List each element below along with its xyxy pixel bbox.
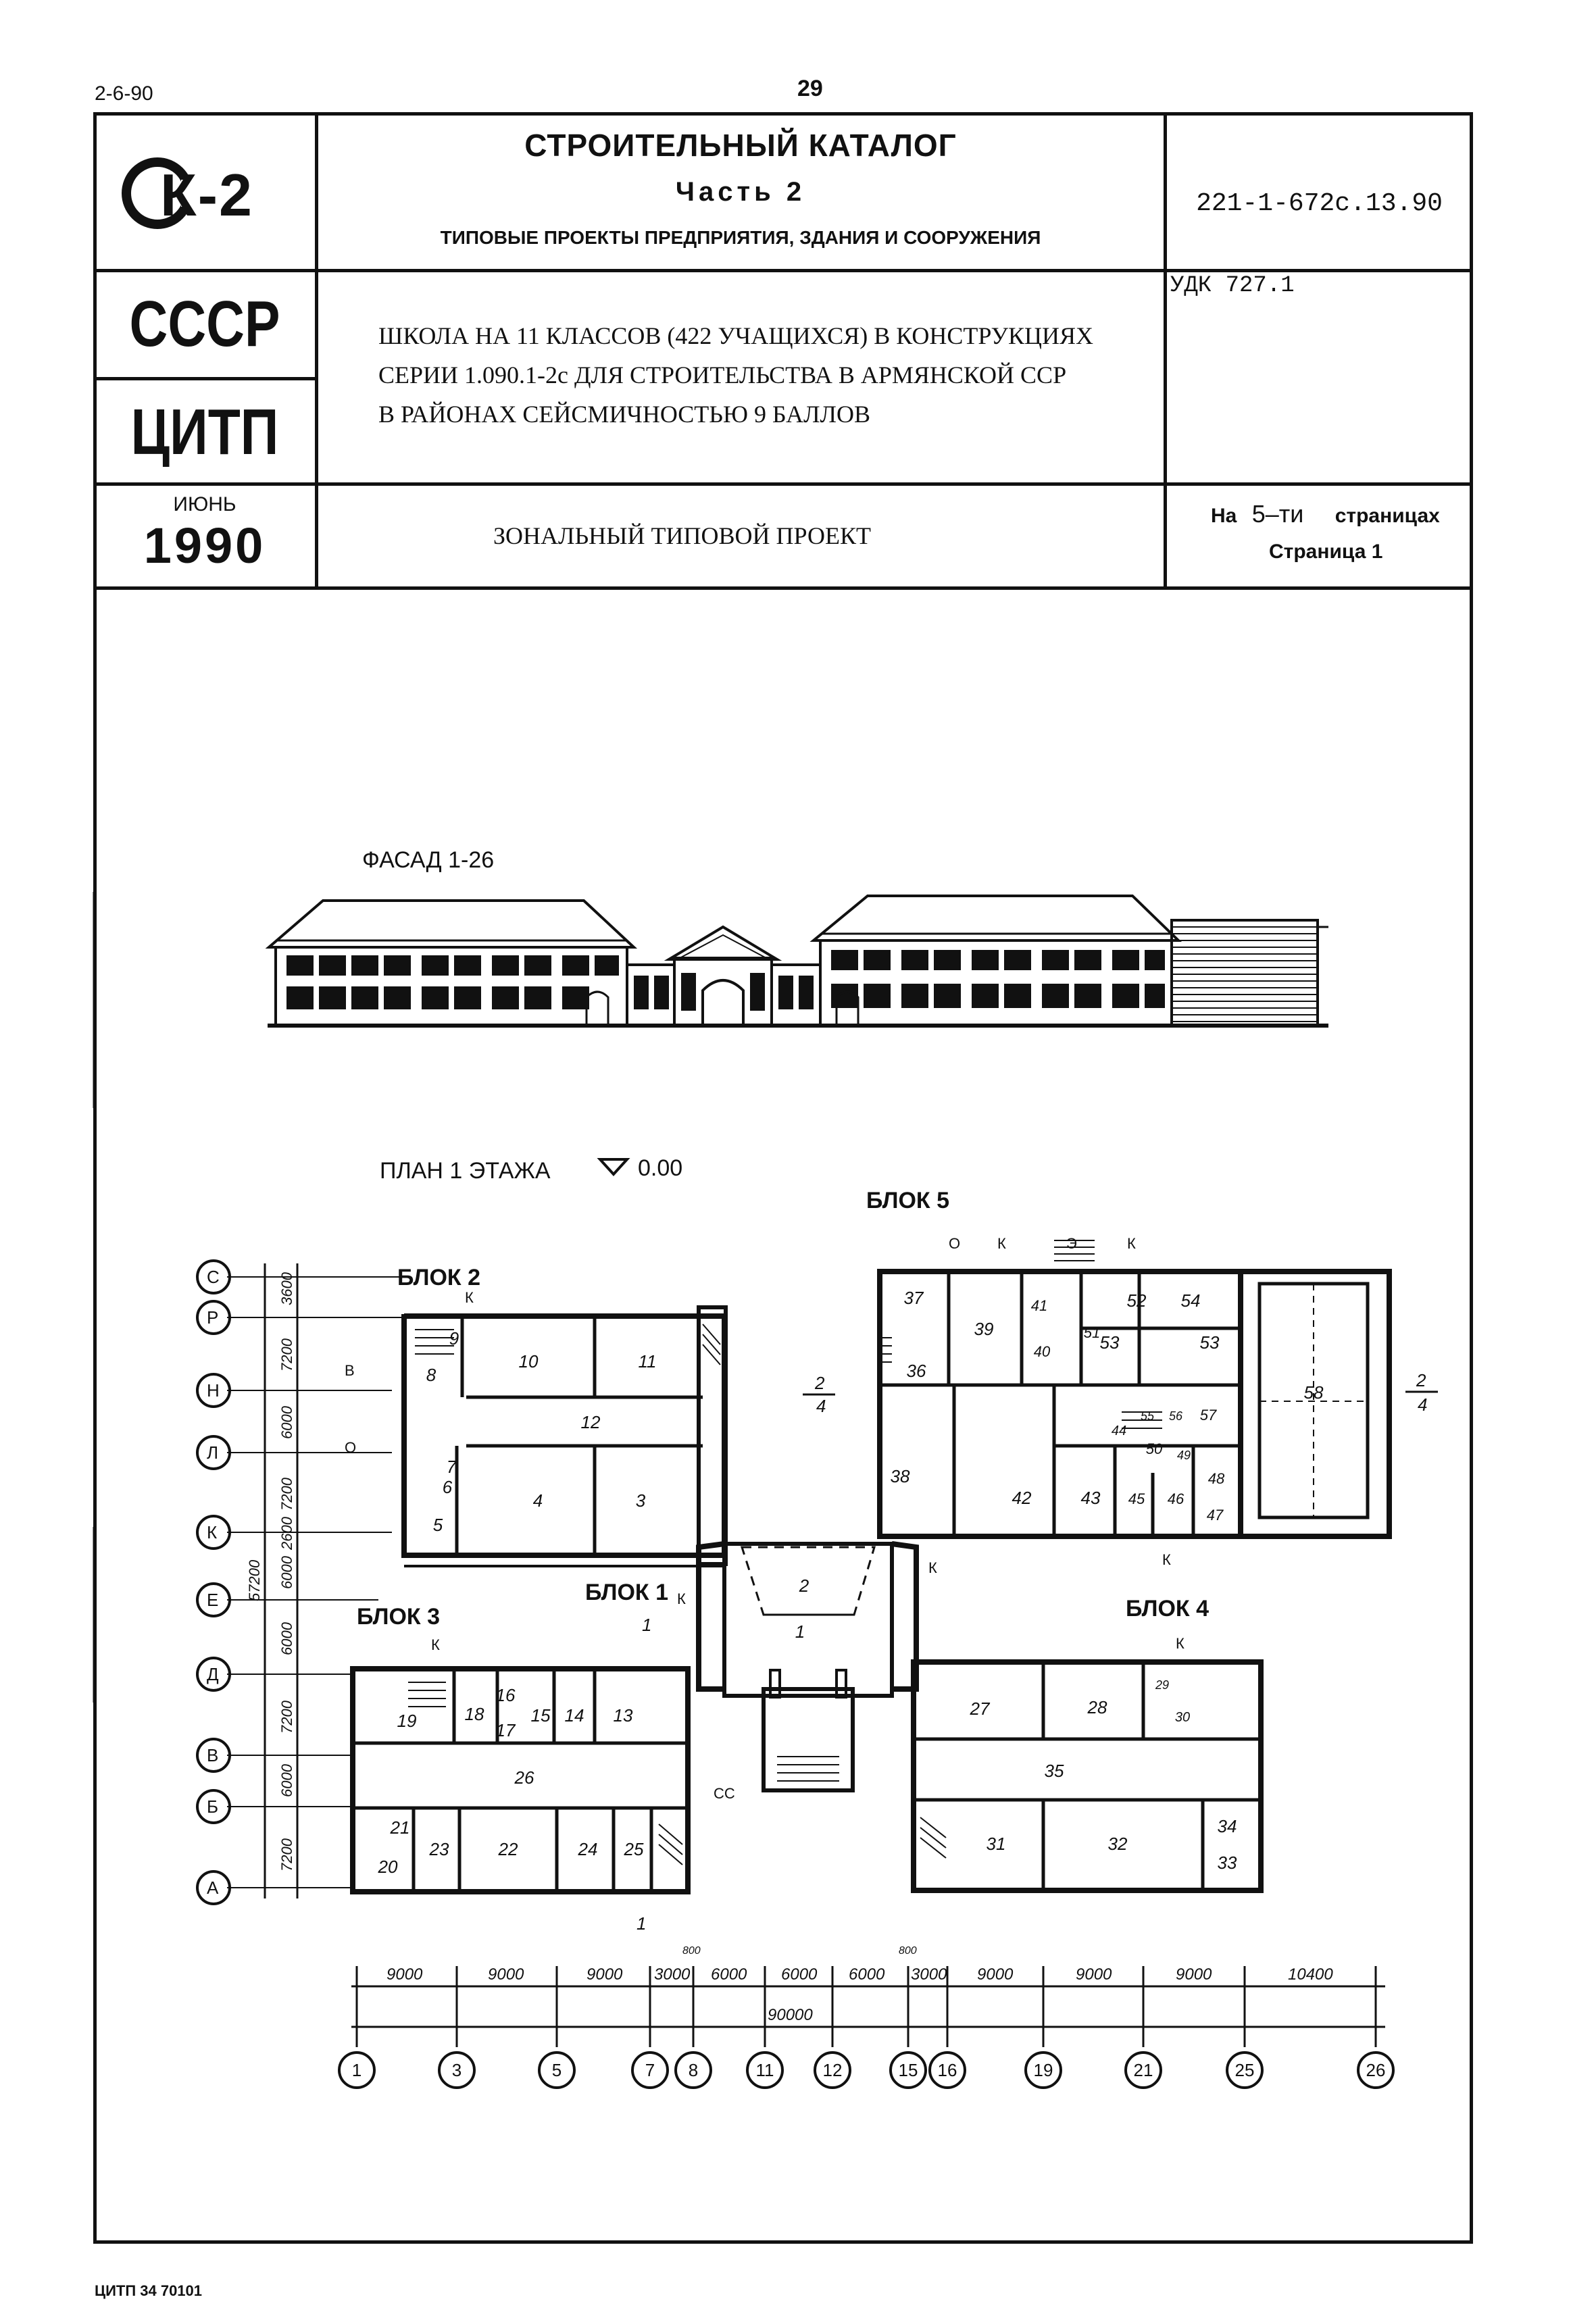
axis-row-label: Р bbox=[207, 1307, 219, 1328]
room-number: 39 bbox=[974, 1319, 994, 1339]
axis-col-label: 21 bbox=[1133, 2060, 1153, 2080]
entry-mark: К bbox=[997, 1235, 1006, 1252]
axis-row-label: Б bbox=[207, 1796, 219, 1817]
entry-mark: К bbox=[677, 1590, 686, 1607]
col-dim: 6000 bbox=[849, 1965, 885, 1984]
col-dim: 10400 bbox=[1288, 1965, 1333, 1984]
axis-row-label: К bbox=[207, 1522, 218, 1542]
entry-mark: К bbox=[1162, 1551, 1171, 1568]
col-dim: 3000 bbox=[654, 1965, 691, 1984]
room-number: 43 bbox=[1080, 1488, 1101, 1508]
room-number: 38 bbox=[890, 1466, 910, 1486]
room-number: 27 bbox=[970, 1699, 990, 1719]
axis-col-label: 25 bbox=[1235, 2060, 1255, 2080]
room-number: 16 bbox=[495, 1685, 516, 1705]
project-code: 221-1-672с.13.90 bbox=[1196, 189, 1443, 218]
axis-col-label: 26 bbox=[1366, 2060, 1386, 2080]
axis-col-label: 8 bbox=[688, 2060, 699, 2080]
room-number: 56 bbox=[1168, 1409, 1183, 1423]
room-number: 33 bbox=[1217, 1853, 1237, 1873]
row-dim: 6000 bbox=[278, 1764, 295, 1797]
section-label: 2 bbox=[815, 1373, 825, 1393]
room-number: 18 bbox=[464, 1704, 484, 1724]
room-number: 29 bbox=[1155, 1678, 1170, 1692]
col-dim: 9000 bbox=[977, 1965, 1014, 1984]
row-dim: 6000 bbox=[278, 1622, 295, 1655]
room-number: 58 bbox=[1303, 1382, 1324, 1403]
plan-title: ПЛАН 1 ЭТАЖА bbox=[380, 1158, 551, 1184]
stamp-org: ЦИТП bbox=[130, 396, 279, 468]
room-number: 54 bbox=[1180, 1290, 1201, 1311]
project-type: ЗОНАЛЬНЫЙ ТИПОВОЙ ПРОЕКТ bbox=[493, 522, 871, 549]
entry-mark: О bbox=[949, 1235, 961, 1252]
block-label: БЛОК 4 bbox=[1126, 1596, 1210, 1621]
axis-col-label: 19 bbox=[1033, 2060, 1053, 2080]
row-dim: 7200 bbox=[278, 1701, 295, 1734]
room-number: 37 bbox=[903, 1288, 924, 1308]
entry-mark: Э bbox=[1066, 1235, 1077, 1252]
cut-label: 1 bbox=[642, 1615, 652, 1635]
axis-row-label: Н bbox=[207, 1380, 220, 1401]
room-number: 51 bbox=[1083, 1324, 1101, 1341]
entry-mark: В bbox=[345, 1362, 355, 1379]
row-dim: 6000 bbox=[278, 1556, 295, 1589]
block-label: БЛОК 5 bbox=[866, 1188, 950, 1213]
room-number: 53 bbox=[1099, 1332, 1120, 1353]
axis-row-label: С bbox=[207, 1267, 220, 1287]
room-number: 30 bbox=[1174, 1710, 1191, 1725]
block-4-plan bbox=[914, 1662, 1261, 1890]
room-number: 34 bbox=[1217, 1816, 1237, 1836]
room-number: 57 bbox=[1199, 1407, 1217, 1424]
room-number: 41 bbox=[1030, 1297, 1048, 1314]
room-number: 4 bbox=[532, 1490, 543, 1511]
plan-level: 0.00 bbox=[638, 1155, 683, 1181]
axis-col-label: 1 bbox=[351, 2060, 362, 2080]
room-number: 25 bbox=[624, 1839, 644, 1859]
row-dim: 7200 bbox=[278, 1338, 295, 1372]
catalog-subtitle: ТИПОВЫЕ ПРОЕКТЫ ПРЕДПРИЯТИЯ, ЗДАНИЯ И СООРУЖЕНИЯ bbox=[440, 227, 1041, 248]
room-number: 31 bbox=[986, 1834, 1006, 1854]
col-dim: 9000 bbox=[587, 1965, 623, 1984]
room-number: 13 bbox=[613, 1705, 633, 1726]
facade-title: ФАСАД 1-26 bbox=[362, 847, 495, 873]
col-dim: 3000 bbox=[911, 1965, 947, 1984]
row-dim: 3600 bbox=[278, 1272, 295, 1305]
pages-suffix: страницах bbox=[1335, 505, 1440, 527]
room-number: 28 bbox=[1087, 1697, 1107, 1717]
entry-mark: К bbox=[1176, 1635, 1184, 1652]
room-number: 35 bbox=[1044, 1761, 1064, 1781]
room-number: 42 bbox=[1012, 1488, 1032, 1508]
total-height-dim: 57200 bbox=[246, 1559, 263, 1601]
room-number: 40 bbox=[1033, 1343, 1051, 1360]
page-number: 29 bbox=[797, 76, 823, 101]
room-number: 50 bbox=[1145, 1440, 1163, 1457]
row-dim: 7200 bbox=[278, 1478, 295, 1511]
room-number: 9 bbox=[449, 1328, 459, 1349]
row-dim: 2600 bbox=[278, 1517, 295, 1550]
room-number: 48 bbox=[1207, 1470, 1225, 1487]
corner-code: 2-6-90 bbox=[95, 82, 153, 105]
col-dim: 6000 bbox=[781, 1965, 818, 1984]
total-width-dim: 90000 bbox=[768, 2006, 813, 2024]
room-number: 3 bbox=[635, 1490, 646, 1511]
catalog-part: Часть 2 bbox=[675, 177, 806, 207]
axis-row-label: Д bbox=[207, 1664, 219, 1684]
room-number: 7 bbox=[446, 1457, 457, 1477]
small-dim: 800 bbox=[899, 1945, 917, 1957]
room-number: 32 bbox=[1107, 1834, 1128, 1854]
room-number: 1 bbox=[795, 1621, 805, 1642]
description-line: В РАЙОНАХ СЕЙСМИЧНОСТЬЮ 9 БАЛЛОВ bbox=[378, 401, 870, 428]
section-sheet: 4 bbox=[1418, 1394, 1428, 1415]
room-number: 55 bbox=[1140, 1409, 1155, 1423]
page-label: Страница 1 bbox=[1269, 540, 1383, 563]
room-number: 21 bbox=[390, 1817, 410, 1838]
room-number: 5 bbox=[432, 1515, 443, 1535]
footer-code: ЦИТП 34 70101 bbox=[95, 2282, 203, 2299]
room-number: 36 bbox=[906, 1361, 926, 1381]
section-sheet: 4 bbox=[816, 1396, 826, 1416]
axis-col-label: 12 bbox=[822, 2060, 843, 2080]
room-number: 19 bbox=[397, 1711, 417, 1731]
udk: УДК 727.1 bbox=[1170, 273, 1295, 299]
room-number: 26 bbox=[514, 1767, 534, 1788]
room-number: 11 bbox=[638, 1351, 657, 1372]
axis-row-label: Е bbox=[207, 1590, 219, 1610]
room-number: 44 bbox=[1111, 1424, 1127, 1438]
room-number: 52 bbox=[1126, 1290, 1147, 1311]
col-dim: 9000 bbox=[1176, 1965, 1212, 1984]
room-number: 6 bbox=[442, 1477, 453, 1497]
cut-label: 1 bbox=[637, 1913, 647, 1934]
room-number: 8 bbox=[426, 1365, 437, 1385]
room-number: 15 bbox=[530, 1705, 551, 1726]
room-number: 53 bbox=[1199, 1332, 1220, 1353]
logo-text: К-2 bbox=[160, 161, 253, 228]
col-dim: 9000 bbox=[1076, 1965, 1112, 1984]
small-dim: 800 bbox=[682, 1945, 701, 1957]
pages-prefix: На bbox=[1211, 505, 1237, 527]
entry-mark: СС bbox=[714, 1785, 735, 1802]
block-label: БЛОК 2 bbox=[397, 1265, 481, 1290]
entry-mark: К bbox=[465, 1289, 474, 1306]
col-dim: 6000 bbox=[711, 1965, 747, 1984]
axis-col-label: 5 bbox=[551, 2060, 562, 2080]
room-number: 17 bbox=[495, 1720, 516, 1740]
axis-col-label: 15 bbox=[898, 2060, 918, 2080]
room-number: 2 bbox=[799, 1576, 809, 1596]
room-number: 49 bbox=[1176, 1449, 1191, 1462]
axis-col-label: 11 bbox=[755, 2060, 774, 2080]
room-number: 24 bbox=[578, 1839, 598, 1859]
axis-col-label: 3 bbox=[451, 2060, 462, 2080]
room-number: 14 bbox=[564, 1705, 584, 1726]
entry-mark: К bbox=[1127, 1235, 1136, 1252]
entry-mark: О bbox=[345, 1439, 357, 1456]
description-line: СЕРИИ 1.090.1-2с ДЛЯ СТРОИТЕЛЬСТВА В АРМЯНСКОЙ ССР bbox=[378, 361, 1067, 388]
room-number: 10 bbox=[518, 1351, 539, 1372]
facade-drawing bbox=[268, 896, 1328, 1026]
catalog-title: СТРОИТЕЛЬНЫЙ КАТАЛОГ bbox=[524, 128, 957, 163]
stamp-month: ИЮНЬ bbox=[173, 493, 236, 515]
axis-row-label: Л bbox=[207, 1442, 219, 1463]
section-label: 2 bbox=[1416, 1370, 1426, 1390]
pages-count: 5–ти bbox=[1251, 500, 1304, 528]
axis-row-label: А bbox=[207, 1878, 219, 1898]
entry-mark: К bbox=[928, 1559, 937, 1576]
room-number: 12 bbox=[580, 1412, 601, 1432]
axis-col-label: 16 bbox=[937, 2060, 957, 2080]
col-dim: 9000 bbox=[386, 1965, 423, 1984]
stamp-country: СССР bbox=[129, 288, 280, 360]
block-label: БЛОК 1 bbox=[585, 1580, 669, 1605]
room-number: 45 bbox=[1128, 1490, 1145, 1507]
description-line: ШКОЛА НА 11 КЛАССОВ (422 УЧАЩИХСЯ) В КОНСТРУКЦИЯХ bbox=[378, 322, 1093, 349]
col-dim: 9000 bbox=[488, 1965, 524, 1984]
row-dim: 7200 bbox=[278, 1838, 295, 1871]
room-number: 23 bbox=[429, 1839, 449, 1859]
room-number: 20 bbox=[378, 1857, 398, 1877]
entry-mark: К bbox=[431, 1636, 440, 1653]
axis-col-label: 7 bbox=[645, 2060, 655, 2080]
row-dim: 6000 bbox=[278, 1406, 295, 1439]
room-number: 22 bbox=[498, 1839, 518, 1859]
stamp-year: 1990 bbox=[143, 518, 266, 574]
room-number: 47 bbox=[1206, 1507, 1224, 1524]
block-label: БЛОК 3 bbox=[357, 1604, 441, 1630]
room-number: 46 bbox=[1167, 1490, 1184, 1507]
axis-row-label: В bbox=[207, 1745, 219, 1765]
